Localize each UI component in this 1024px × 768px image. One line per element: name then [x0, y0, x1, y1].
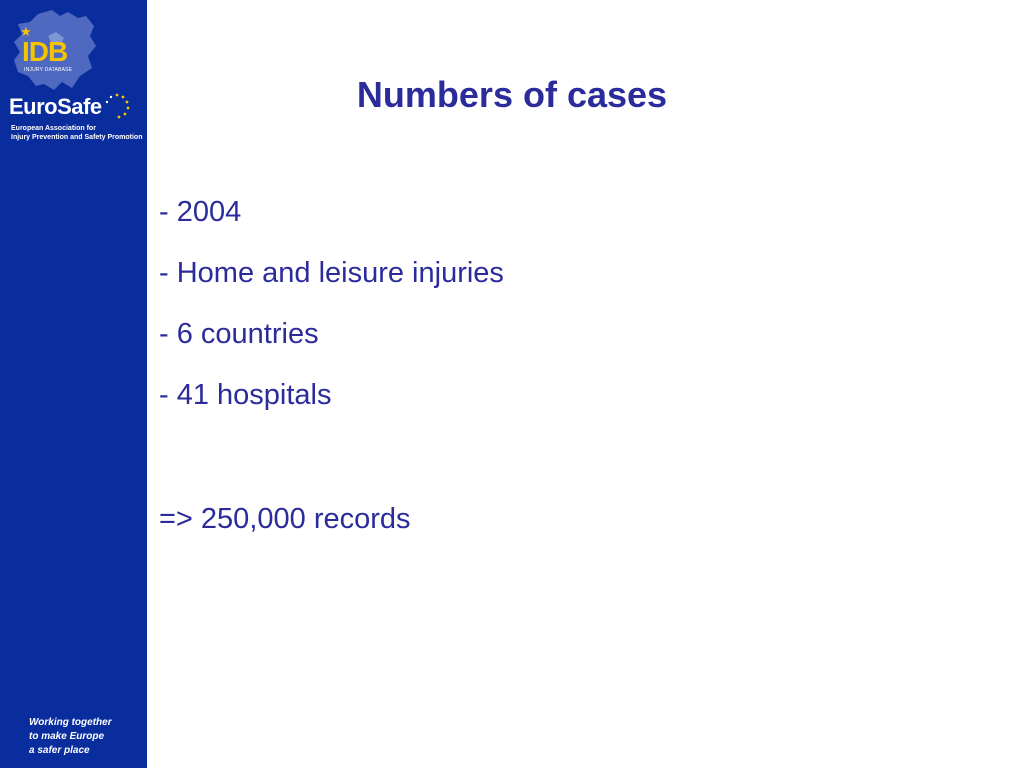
- stars-ring-icon: [104, 93, 130, 119]
- list-item: - 2004: [159, 196, 242, 228]
- idb-logo-subtitle: INJURY DATABASE: [24, 67, 73, 73]
- eurosafe-logo: EuroSafe: [9, 94, 102, 119]
- list-item: - Home and leisure injuries: [159, 257, 504, 289]
- slide-title: Numbers of cases: [356, 74, 668, 115]
- motto-line: to make Europe: [29, 731, 105, 742]
- bullet-list: [159, 190, 504, 434]
- sidebar: [0, 0, 147, 768]
- list-item: - 41 hospitals: [159, 379, 332, 411]
- idb-logo: IDB: [22, 36, 68, 67]
- result-line: => 250,000 records: [159, 503, 411, 535]
- motto-line: a safer place: [29, 745, 90, 756]
- association-line: European Association for: [11, 125, 96, 132]
- motto-line: Working together: [29, 717, 112, 728]
- star-icon: ★: [20, 24, 32, 39]
- list-item: - 6 countries: [159, 318, 319, 350]
- association-line: Injury Prevention and Safety Promotion: [11, 134, 143, 141]
- association-text: [11, 124, 142, 142]
- motto: [29, 716, 112, 758]
